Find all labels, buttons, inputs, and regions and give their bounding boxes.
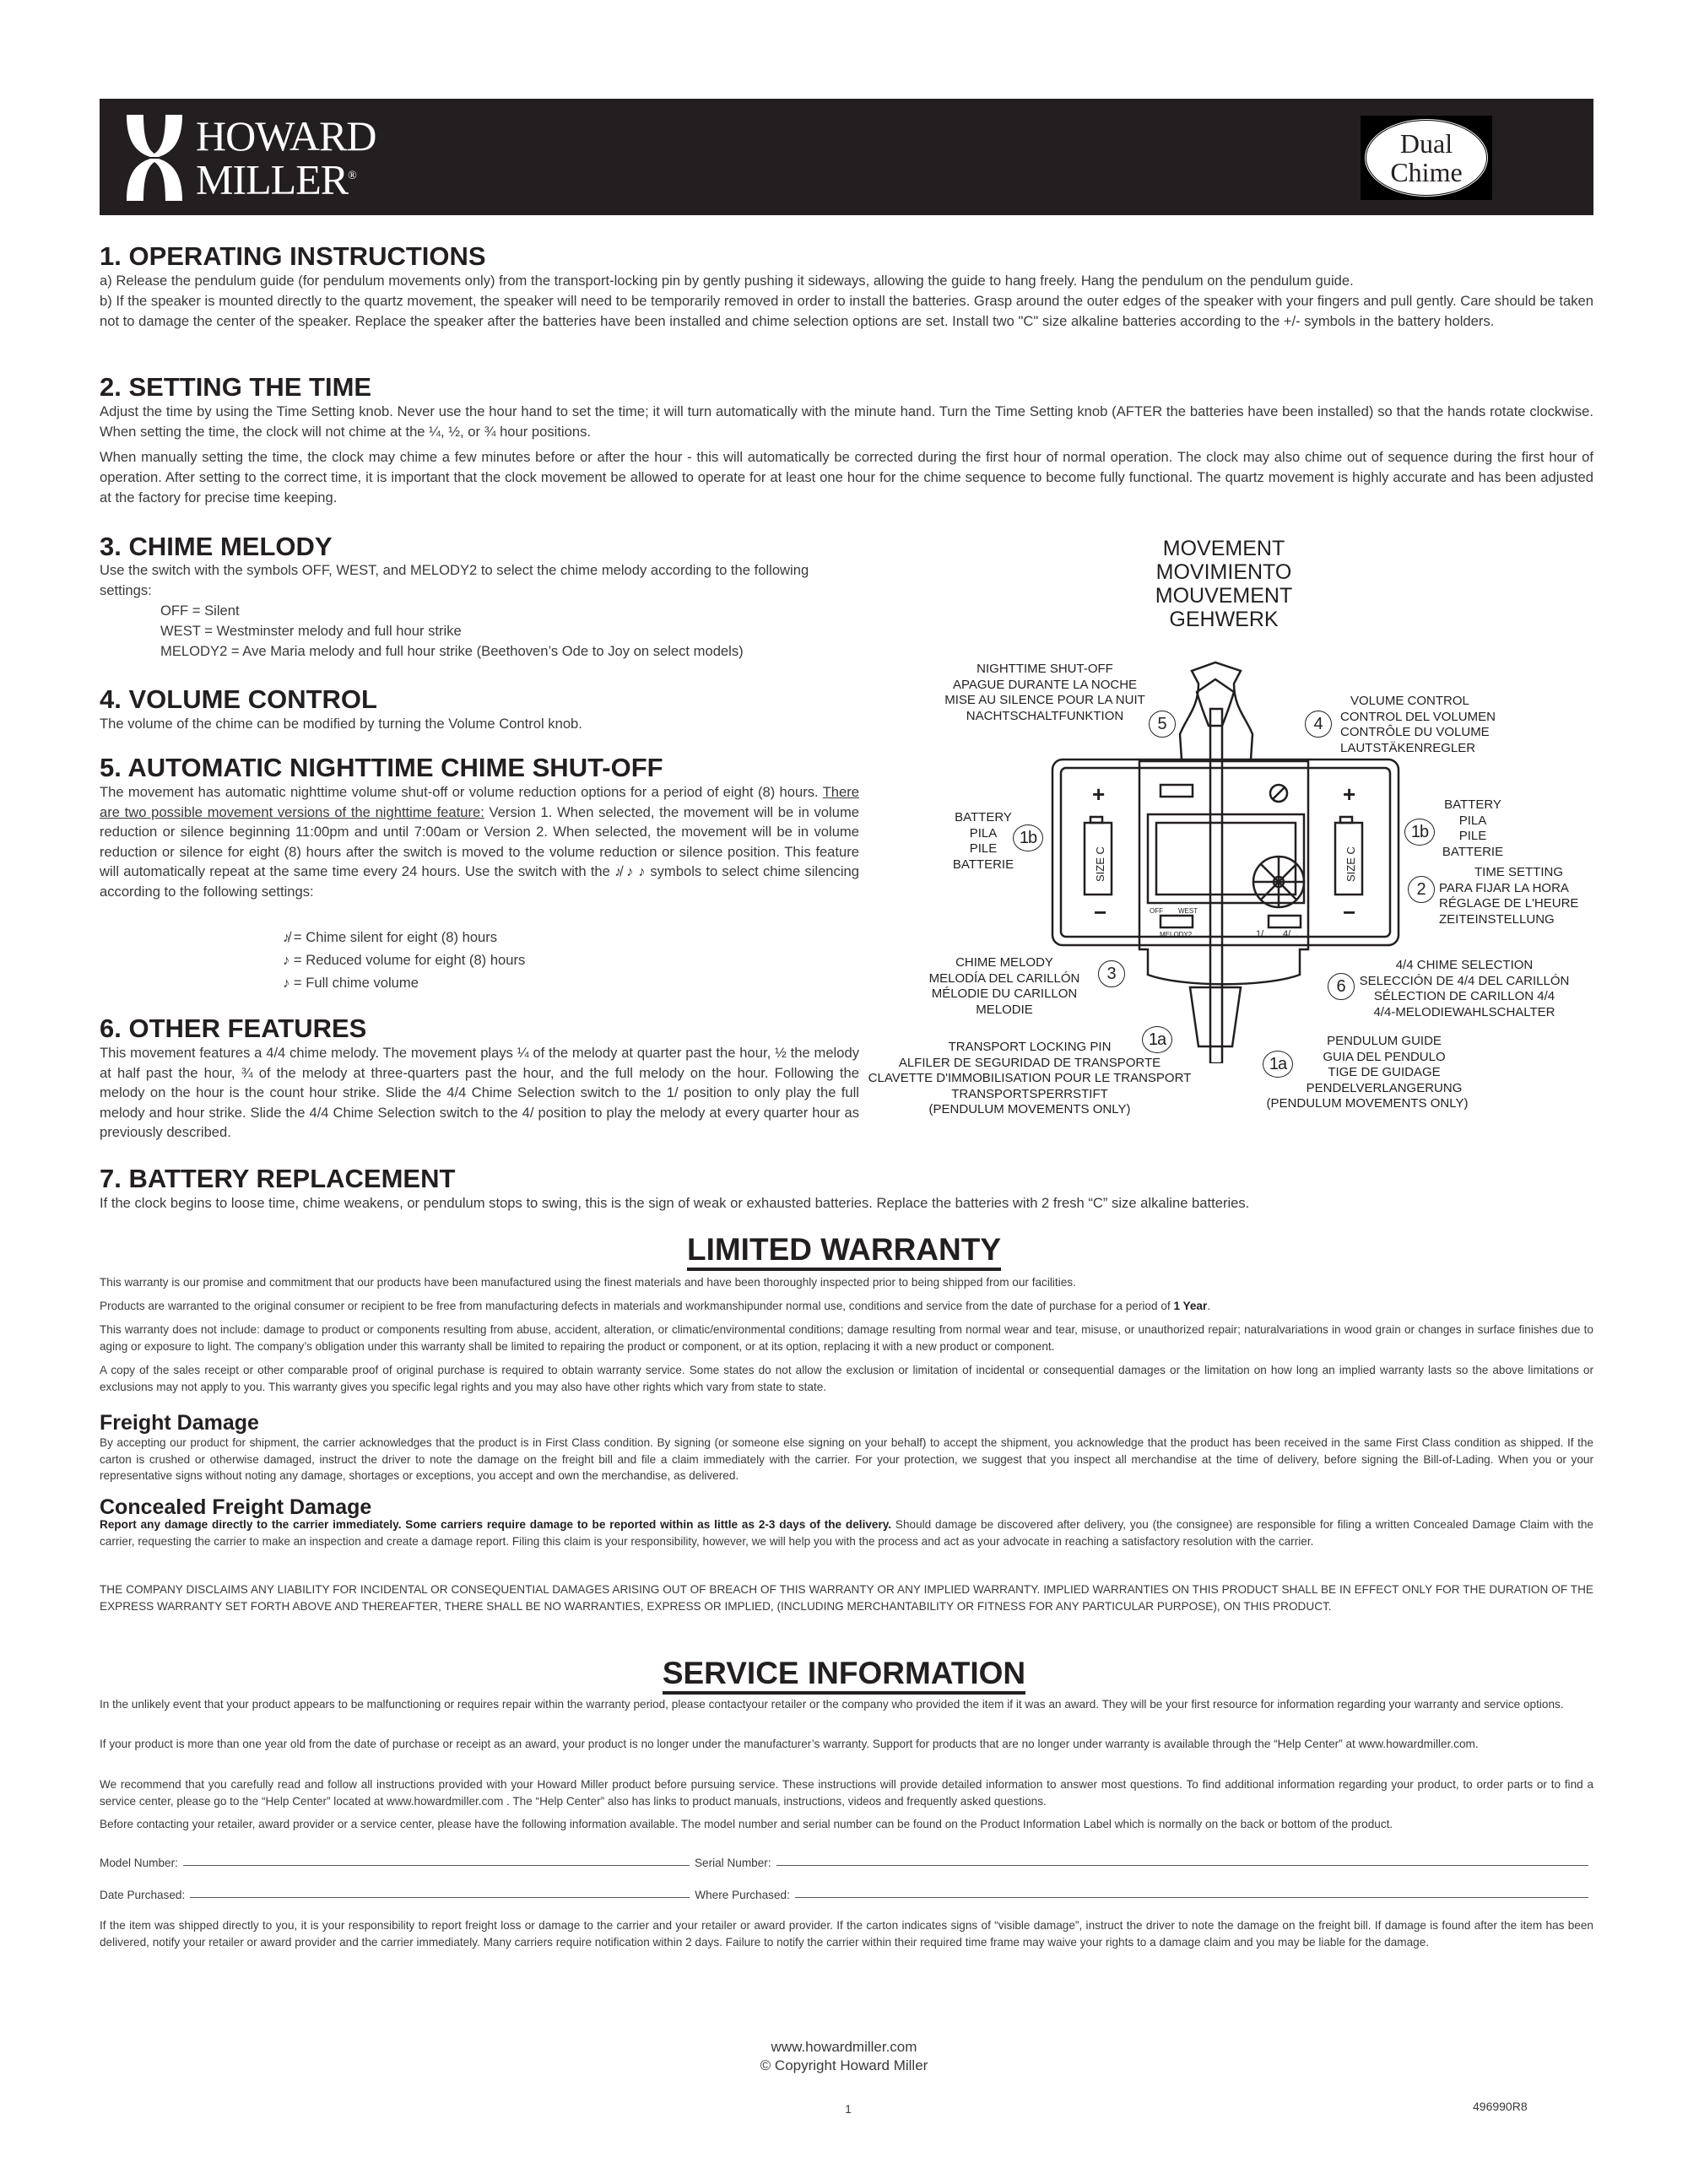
callout-5: 5 bbox=[1149, 711, 1176, 738]
svg-text:+: + bbox=[1092, 781, 1106, 807]
svg-text:4/: 4/ bbox=[1283, 929, 1291, 939]
section-1-title: 1. OPERATING INSTRUCTIONS bbox=[100, 241, 486, 271]
svg-text:MELODY2: MELODY2 bbox=[1160, 931, 1193, 938]
nighttime-versions-note: There are two possible movement versions of the nighttime feature: bbox=[100, 784, 859, 820]
note-reduced-icon: ♪ bbox=[283, 952, 290, 968]
freight-damage-body: By accepting our product for shipment, the carrier acknowledges that the product is in First Class condition. By signing (or someone else signing on your behalf) to accept the shipment, you acknowledge that the product has been received in the same First Class condition as shipped. If the carton is crushed or otherwise damaged, instruct the driver to note the damage on the freight bill and file a claim immediately with the carrier. For your protection, we suggest that you inspect all merchandise at the time of delivery, before signing the Bill-of-Lading. When you or your representative signs without noting any damage, shortages or exceptions, you accept and own the merchandise, as delivered. bbox=[100, 1436, 1593, 1482]
warranty-disclaimer: THE COMPANY DISCLAIMS ANY LIABILITY FOR INCIDENTAL OR CONSEQUENTIAL DAMAGES ARISING OUT OF BREACH OF THIS WARRANTY OR ANY IMPLIED WARRANTY. IMPLIED WARRANTIES ON THIS PRODUCT SHALL BE IN EFFECT ONLY FOR THE DURATION OF THE EXPRESS WARRANTY SET FORTH ABOVE AND THEREAFTER, THERE SHALL BE NO WARRANTIES, EXPRESS OR IMPLIED, (INCLUDING MERCHANTABILITY OR FITNESS FOR ANY PARTICULAR PURPOSE), ON THIS PRODUCT. bbox=[100, 1583, 1593, 1613]
section-1-body bbox=[100, 271, 1593, 332]
note-crossed-icon: ♪̸ bbox=[283, 929, 290, 945]
section-7-title: 7. BATTERY REPLACEMENT bbox=[100, 1164, 456, 1193]
service-fields-row-2 bbox=[100, 1889, 1593, 1901]
svg-text:+: + bbox=[1343, 781, 1356, 807]
svg-text:SIZE C: SIZE C bbox=[1094, 846, 1106, 882]
registered-mark: ® bbox=[348, 170, 356, 183]
warranty-para-2: Products are warranted to the original consumer or recipient to be free from manufacturing defects in materials and workmanshipunder normal use, conditions and service from the date of purchase for a period of 1 Year. bbox=[100, 1300, 1211, 1312]
svg-text:WEST: WEST bbox=[1178, 907, 1198, 915]
warranty-para-1: This warranty is our promise and commitment that our products have been manufactured using the finest materials and have been thoroughly inspected prior to being shipped from our facilities. bbox=[100, 1276, 1076, 1289]
footer-copyright: © Copyright Howard Miller bbox=[760, 2057, 928, 2073]
label-transport-pin: TRANSPORT LOCKING PIN ALFILER DE SEGURIDAD DE TRANSPORTE CLAVETTE D'IMMOBILISATION POUR LE TRANSPORT TRANSPORTSPERRSTIFT (PENDULUM MOVEMENTS ONLY) bbox=[868, 1040, 1192, 1116]
label-time-setting: TIME SETTING PARA FIJAR LA HORA RÉGLAGE DE L'HEURE ZEITEINSTELLUNG bbox=[1439, 865, 1579, 927]
model-number-field[interactable] bbox=[183, 1857, 690, 1866]
label-battery-right: BATTERY PILA PILE BATTERIE bbox=[1442, 797, 1504, 859]
logo-hourglass-icon bbox=[125, 111, 184, 204]
brand-logo bbox=[125, 111, 376, 204]
section-6-body: This movement features a 4/4 chime melody. The movement plays ¼ of the melody at quarter past the hour, ½ the melody at half past the hour, ¾ of the melody at three-quarters past the hour, and the full melody on the hour. Following the melody on the hour is the count hour strike. Slide the 4/4 Chime Selection switch to the 1/ position to only play the full melody and hour strike. Slide the 4/4 Chime Selection switch to the 4/ position to play the melody at every quarter hour as previously described. bbox=[100, 1045, 859, 1140]
label-chime-selection: 4/4 CHIME SELECTION SELECCIÓN DE 4/4 DEL CARILLÓN SÉLECTION DE CARILLON 4/4 4/4-MELODIEWAHLSCHALTER bbox=[1359, 958, 1570, 1019]
section-6-title: 6. OTHER FEATURES bbox=[100, 1014, 367, 1043]
callout-1a-left: 1a bbox=[1142, 1026, 1172, 1053]
dual-chime-badge bbox=[1361, 116, 1492, 200]
page-number: 1 bbox=[845, 2102, 852, 2116]
callout-2: 2 bbox=[1408, 876, 1435, 903]
section-5-body: The movement has automatic nighttime volume shut-off or volume reduction options for a period of eight (8) hours. There are two possible movement versions of the nighttime feature: Version 1. When selected, the movement will be in volume reduction or silence beginning 11:00pm and until 7:00am or Version 2. When selected, the movement will be in volume reduction or silence for eight (8) hours after the switch is moved to the volume reduction or silence position. This feature will automatically repeat at the same time every 24 hours. Use the switch with the ♪̸ ♪ ♪ symbols to select chime silencing according to the following settings: bbox=[100, 784, 859, 900]
section-3-title: 3. CHIME MELODY bbox=[100, 532, 333, 561]
section-4-body: The volume of the chime can be modified by turning the Volume Control knob. bbox=[100, 716, 582, 732]
callout-4: 4 bbox=[1305, 711, 1332, 738]
callout-6: 6 bbox=[1328, 973, 1355, 1000]
warranty-para-4: A copy of the sales receipt or other comparable proof of original purchase is required to obtain warranty service. Some states do not allow the exclusion or limitation of incidental or consequential damages or the limitation on how long an implied warranty lasts so the above limitations or exclusions may not apply to you. This warranty gives you specific legal rights and you may also have other rights which vary from state to state. bbox=[100, 1364, 1593, 1393]
badge-line-1: Dual bbox=[1399, 128, 1453, 159]
callout-1b-right: 1b bbox=[1404, 819, 1435, 846]
section-2-para-2: When manually setting the time, the clock may chime a few minutes before or after the hour - this will automatically be corrected during the first hour of normal operation. The clock may also chime out of sequence during the first hour of operation. After setting to the correct time, it is important that the clock movement be allowed to operate for at least one hour for the chime sequence to become fully functional. The quartz movement is highly accurate and has been adjusted at the factory for precise time keeping. bbox=[100, 449, 1593, 505]
model-number-label: Model Number: bbox=[100, 1857, 178, 1869]
brand-line-1: HOWARD bbox=[196, 112, 376, 160]
date-purchased-label: Date Purchased: bbox=[100, 1889, 186, 1901]
callout-1a-right: 1a bbox=[1263, 1051, 1293, 1078]
header-banner bbox=[100, 99, 1593, 215]
service-title: SERVICE INFORMATION bbox=[0, 1656, 1688, 1691]
serial-number-label: Serial Number: bbox=[694, 1857, 771, 1869]
freight-damage-title: Freight Damage bbox=[100, 1411, 259, 1435]
concealed-damage-body: Report any damage directly to the carrier immediately. Some carriers require damage to be reported within as little as 2-3 days of the delivery. Should damage be discovered after delivery, you (the consignee) are responsible for filing a written Concealed Damage Claim with the carrier, requesting the carrier to make an inspection and create a damage report. Filing this claim is your responsibility, however, we will help you with the process and act as your advocate in reaching a satisfactory resolution with the carrier. bbox=[100, 1518, 1593, 1548]
callout-1b-left: 1b bbox=[1013, 824, 1043, 851]
section-5-title: 5. AUTOMATIC NIGHTTIME CHIME SHUT-OFF bbox=[100, 753, 663, 782]
section-7-body: If the clock begins to loose time, chime weakens, or pendulum stops to swing, this is the sign of weak or exhausted batteries. Replace the batteries with 2 fresh “C” size alkaline batteries. bbox=[100, 1195, 1250, 1211]
chime-setting-off: OFF = Silent bbox=[160, 603, 240, 619]
svg-text:OFF: OFF bbox=[1150, 907, 1163, 915]
service-para-2: If your product is more than one year old from the date of purchase or receipt as an award, your product is no longer under the manufacturer’s warranty. Support for products that are no longer under warranty is available through the “Help Center” at www.howardmiller.com. bbox=[100, 1738, 1479, 1750]
brand-name bbox=[196, 112, 376, 203]
svg-text:−: − bbox=[1094, 900, 1107, 925]
service-fields-row-1 bbox=[100, 1857, 1593, 1869]
section-1-para-a: a) Release the pendulum guide (for pendulum movements only) from the transport-locking pin by gently pushing it sideways, allowing the guide to hang freely. Hang the pendulum on the pendulum guide. bbox=[100, 273, 1354, 289]
serial-number-field[interactable] bbox=[776, 1857, 1588, 1866]
where-purchased-label: Where Purchased: bbox=[695, 1889, 790, 1901]
section-3-intro: Use the switch with the symbols OFF, WEST, and MELODY2 to select the chime melody according to the following settings: bbox=[100, 562, 809, 598]
service-para-3: We recommend that you carefully read and follow all instructions provided with your Howard Miller product before pursuing service. These instructions will provide detailed information to answer most questions. To find additional information regarding your product, to order parts or to find a service center, please go to the “Help Center” located at www.howardmiller.com . The “Help Center” also has links to product manuals, instructions, videos and frequently asked questions. bbox=[100, 1778, 1593, 1808]
footer-website[interactable]: www.howardmiller.com bbox=[771, 2039, 917, 2055]
diagram-title: MOVEMENT MOVIMIENTO MOUVEMENT GEHWERK bbox=[1155, 537, 1293, 631]
service-para-1: In the unlikely event that your product appears to be malfunctioning or requires repair within the warranty period, please contactyour retailer or the company who provided the item if it was an award. They will be your first resource for information regarding your warranty and service options. bbox=[100, 1698, 1564, 1711]
brand-line-2: MILLER® bbox=[196, 155, 356, 203]
label-pendulum-guide: PENDULUM GUIDE GUIA DEL PENDULO TIGE DE GUIDAGE PENDELVERLANGERUNG (PENDULUM MOVEMENTS ONLY) bbox=[1266, 1034, 1469, 1111]
warranty-para-3: This warranty does not include: damage to product or components resulting from abuse, accident, alteration, or climatic/environmental conditions; damage resulting from normal wear and tear, misuse, or unauthorized repair; naturalvariations in wood grain or changes in surface finishes due to aging or exposure to light. The company’s obligation under this warranty shall be limited to repairing the product or component, or at its option, replacing it with a new product or component. bbox=[100, 1323, 1593, 1353]
service-para-5: If the item was shipped directly to you, it is your responsibility to report freight loss or damage to the carrier and your retailer or award provider. If the carton indicates signs of “visible damage”, instruct the driver to note the damage on the freight bill. If damage is found after the item has been delivered, notify your retailer or award provider and the carrier immediately. Many carriers require notification within 2 days. Failure to notify the carrier within their required time frame may waive your rights to a damage claim and you may be liable for the damage. bbox=[100, 1919, 1593, 1949]
svg-text:SIZE C: SIZE C bbox=[1344, 846, 1357, 882]
svg-text:1/: 1/ bbox=[1256, 929, 1264, 939]
section-2-title: 2. SETTING THE TIME bbox=[100, 372, 372, 402]
silence-setting-reduced: ♪ = Reduced volume for eight (8) hours bbox=[283, 952, 526, 968]
date-purchased-field[interactable] bbox=[190, 1889, 690, 1898]
service-para-4: Before contacting your retailer, award provider or a service center, please have the following information available. The model number and serial number can be found on the Product Information Label which is normally on the back or bottom of the product. bbox=[100, 1818, 1393, 1830]
note-full-icon: ♪ bbox=[283, 975, 290, 991]
warranty-title: LIMITED WARRANTY bbox=[0, 1232, 1688, 1268]
silence-settings-list bbox=[283, 926, 789, 994]
label-volume-control: VOLUME CONTROL CONTROL DEL VOLUMEN CONTRÔLE DU VOLUME LAUTSTÄKENREGLER bbox=[1340, 694, 1496, 755]
badge-line-2: Chime bbox=[1390, 157, 1463, 187]
section-2-para-1: Adjust the time by using the Time Setting knob. Never use the hour hand to set the time; it will turn automatically with the minute hand. Turn the Time Setting knob (AFTER the batteries have been installed) so that the hands rotate clockwise. When setting the time, the clock will not chime at the ¼, ½, or ¾ hour positions. bbox=[100, 403, 1593, 440]
callout-3: 3 bbox=[1098, 960, 1125, 987]
svg-text:−: − bbox=[1343, 900, 1356, 925]
where-purchased-field[interactable] bbox=[795, 1889, 1588, 1898]
section-3-body bbox=[100, 560, 859, 662]
document-code: 496990R8 bbox=[1473, 2100, 1528, 2113]
label-nighttime-shutoff: NIGHTTIME SHUT-OFF APAGUE DURANTE LA NOCHE MISE AU SILENCE POUR LA NUIT NACHTSCHALTFUNKTION bbox=[944, 662, 1145, 723]
concealed-damage-title: Concealed Freight Damage bbox=[100, 1495, 372, 1519]
chime-setting-melody2: MELODY2 = Ave Maria melody and full hour strike (Beethoven’s Ode to Joy on select models) bbox=[160, 643, 744, 659]
silence-setting-off: ♪̸ = Chime silent for eight (8) hours bbox=[283, 929, 498, 945]
silence-setting-full: ♪ = Full chime volume bbox=[283, 975, 419, 991]
label-battery-left: BATTERY PILA PILE BATTERIE bbox=[952, 810, 1014, 872]
section-1-para-b: b) If the speaker is mounted directly to the quartz movement, the speaker will need to be temporarily removed in order to install the batteries. Grasp around the outer edges of the speaker with your fingers and pull gently. Care should be taken not to damage the center of the speaker. Replace the speaker after the batteries have been installed and chime selection options are set. Install two "C" size alkaline batteries according to the +/- symbols in the battery holders. bbox=[100, 293, 1593, 329]
label-chime-melody: CHIME MELODY MELODÍA DEL CARILLÓN MÉLODIE DU CARILLON MELODIE bbox=[928, 955, 1080, 1017]
chime-silence-symbols-icon: ♪̸ ♪ ♪ bbox=[614, 863, 647, 879]
section-4-title: 4. VOLUME CONTROL bbox=[100, 684, 377, 714]
chime-setting-west: WEST = Westminster melody and full hour strike bbox=[160, 623, 462, 639]
warranty-period: 1 Year bbox=[1173, 1300, 1208, 1312]
